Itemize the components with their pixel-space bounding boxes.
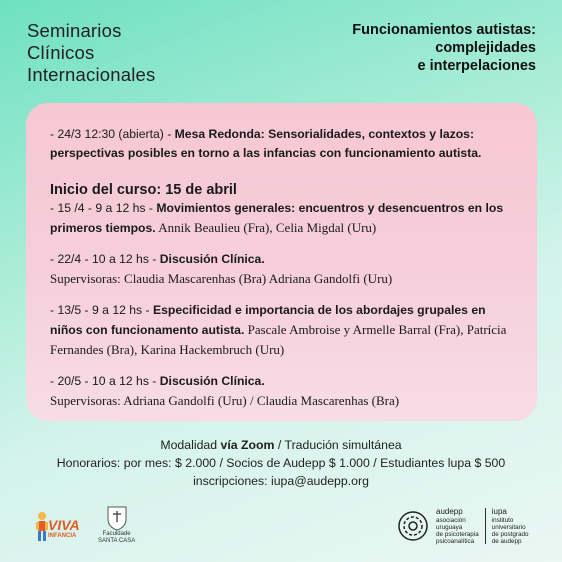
iupa-name: iupa (491, 507, 507, 516)
registration-line[interactable]: inscripciones: iupa@audepp.org (193, 474, 369, 488)
item-title: Especificidad e importancia de los abordajes grupales en niños con funcionamento autista. (50, 303, 486, 337)
logo-divider (485, 508, 486, 544)
course-title-line-2: complejidades (435, 40, 536, 56)
item-people: Supervisoras: Claudia Mascarenhas (Bra) Adriana Gandolfi (Uru) (50, 271, 393, 286)
iupa-text (492, 507, 529, 545)
audepp-desc-2: uruguaya (436, 524, 463, 531)
series-title (27, 20, 155, 86)
iupa-desc-3: de postgrado (491, 531, 529, 538)
program-item (50, 301, 515, 360)
item-people: Supervisoras: Adriana Gandolfi (Uru) / Claudia Mascarenhas (Bra) (50, 393, 400, 408)
infancia-word: INFANCIA (48, 533, 77, 539)
title-line-1: Seminarios (27, 20, 122, 41)
item-date: - 24/3 12:30 (abierta) - (50, 127, 175, 141)
viva-infancia-logo (34, 505, 84, 545)
partner-logos-left (34, 505, 135, 545)
iupa-desc-1: instituto (491, 517, 514, 524)
audepp-name: audepp (436, 507, 463, 516)
audepp-desc-1: asociación (436, 517, 466, 524)
modality-zoom: vía Zoom (220, 438, 275, 452)
course-title-line-1: Funcionamientos autistas: (352, 22, 536, 38)
course-start: Inicio del curso: 15 de abril (50, 182, 237, 198)
audepp-desc-3: de psicoterapia (436, 531, 479, 538)
viva-word: VIVA (48, 517, 80, 533)
title-line-2: Clínicos (27, 42, 95, 63)
item-date: - 22/4 - 10 a 12 hs - (50, 252, 160, 266)
item-date: - 20/5 - 10 a 12 hs - (50, 374, 160, 388)
item-title: Movimientos generales: encuentros y desencuentros en los primeros tiempos. (50, 201, 504, 235)
partner-logos-right (396, 507, 528, 545)
fees-line: Honorarios: por mes: $ 2.000 / Socios de Audepp $ 1.000 / Estudiantes lupa $ 500 (56, 456, 506, 470)
item-people: Annik Beaulieu (Fra), Celia Migdal (Uru) (155, 220, 377, 235)
audepp-emblem-icon (396, 509, 430, 543)
faculty-line-2: SANTA CASA (98, 538, 136, 544)
audepp-desc-4: psicoanalítica (436, 538, 475, 545)
faculdade-santa-casa-logo (98, 505, 135, 545)
item-title: Discusión Clínica. (159, 374, 265, 388)
modality-translation: / Tradución simultánea (274, 438, 402, 452)
item-title: Discusión Clínica. (159, 252, 265, 266)
program-item-roundtable (50, 125, 515, 163)
iupa-desc-4: de audepp (491, 538, 522, 545)
audepp-text (436, 507, 479, 545)
program-item (50, 250, 515, 289)
item-date: - 13/5 - 9 a 12 hs - (50, 303, 153, 317)
item-date: - 15 /4 - 9 a 12 hs - (50, 201, 157, 215)
iupa-desc-2: universitario (491, 524, 526, 531)
course-title-line-3: e interpelaciones (417, 58, 536, 74)
faculty-line-1: Faculdade (102, 531, 131, 537)
program-item (50, 372, 515, 411)
program-card (26, 103, 537, 421)
program-item (50, 199, 515, 238)
modality-label: Modalidad (160, 438, 221, 452)
item-title: Mesa Redonda: Sensorialidades, contextos y lazos: perspectivas posibles en torno a las infancias con funcionamiento autista. (50, 127, 482, 160)
modality-line (0, 438, 562, 452)
item-people: Pascale Ambroise y Armelle Barral (Fra), Patrícia Fernandes (Bra), Karina Hackembruch (Uru) (50, 322, 507, 357)
course-title (352, 21, 536, 75)
title-line-3: Internacionales (27, 64, 156, 85)
crest-icon (106, 505, 128, 531)
